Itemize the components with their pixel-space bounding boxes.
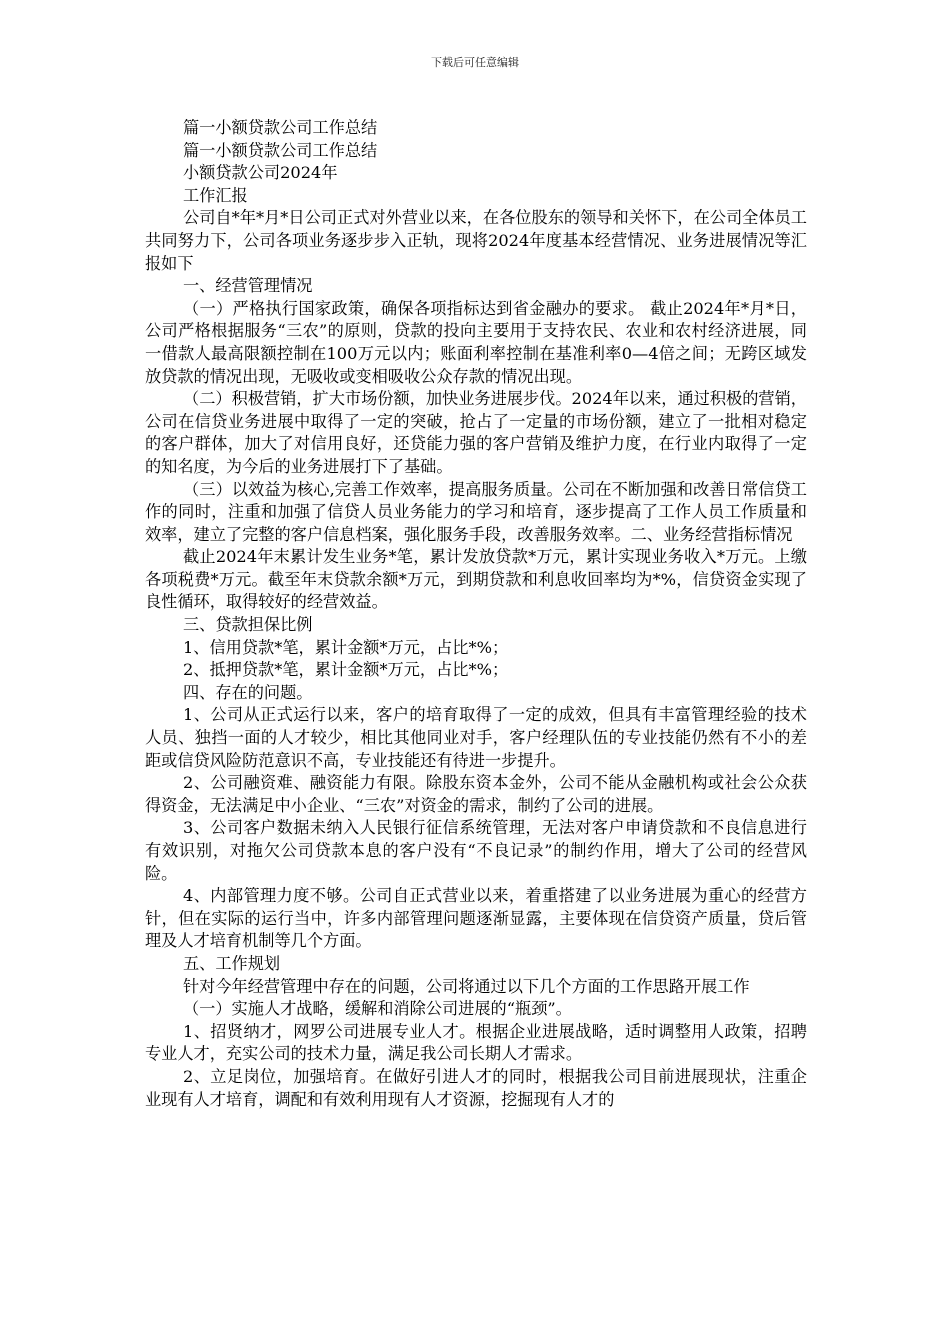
body-paragraph: 1、招贤纳才，网罗公司进展专业人才。根据企业进展战略，适时调整用人政策，招聘专业人才，充实公司的技术力量，满足我公司长期人才需求。 [145, 1021, 807, 1064]
body-paragraph: （三）以效益为核心,完善工作效率，提高服务质量。公司在不断加强和改善日常信贷工作的同时，注重和加强了信贷人员业务能力的学习和培育，逐步提高了工作人员工作质量和效率，建立了完整的客户信息档案，强化服务手段，改善服务效率。二、业务经营指标情况 [145, 479, 807, 544]
list-item: 2、抵押贷款*笔，累计金额*万元，占比*%； [183, 660, 509, 680]
section-heading: 五、工作规划 [183, 953, 281, 973]
list-item: 1、信用贷款*笔，累计金额*万元，占比*%； [183, 637, 509, 657]
section-heading: 一、经营管理情况 [183, 276, 313, 296]
doc-title-line: 篇一小额贷款公司工作总结 [183, 118, 378, 137]
section-heading: 三、贷款担保比例 [183, 615, 313, 635]
body-paragraph: 2、立足岗位，加强培育。在做好引进人才的同时，根据我公司目前进展现状，注重企业现有人才培育，调配和有效利用现有人才资源，挖掘现有人才的 [145, 1066, 807, 1109]
doc-title-line: 工作汇报 [183, 185, 248, 205]
doc-title-line: 小额贷款公司2024年 [183, 163, 338, 183]
intro-paragraph: 公司自*年*月*日公司正式对外营业以来，在各位股东的领导和关怀下，在公司全体员工共同努力下，公司各项业务逐步步入正轨，现将2024年度基本经营情况、业务进展情况等汇报如下 [145, 208, 807, 273]
body-paragraph: 4、内部管理力度不够。公司自正式营业以来，着重搭建了以业务进展为重心的经营方针，但在实际的运行当中，许多内部管理问题逐渐显露，主要体现在信贷资产质量，贷后管理及人才培育机制等几个方面。 [145, 886, 807, 951]
body-paragraph: （一）严格执行国家政策，确保各项指标达到省金融办的要求。 截止2024年*月*日，公司严格根据服务“三农”的原则，贷款的投向主要用于支持农民、农业和农村经济进展，同一借款人最高限额控制在100万元以内；账面利率控制在基准利率0—4倍之间；无跨区域发放贷款的情况出现，无吸收或变相吸收公众存款的情况出现。 [145, 298, 807, 386]
body-paragraph: 2、公司融资难、融资能力有限。除股东资本金外，公司不能从金融机构或社会公众获得资金，无法满足中小企业、“三农”对资金的需求，制约了公司的进展。 [145, 773, 807, 815]
body-paragraph: （二）积极营销，扩大市场份额，加快业务进展步伐。2024年以来，通过积极的营销，公司在信贷业务进展中取得了一定的突破，抢占了一定量的市场份额，建立了一批相对稳定的客户群体，加大了对信用良好，还贷能力强的客户营销及维护力度，在行业内取得了一定的知名度，为今后的业务进展打下了基础。 [145, 389, 807, 476]
body-paragraph: 针对今年经营管理中存在的问题，公司将通过以下几个方面的工作思路开展工作 [183, 976, 750, 996]
page-header-note: 下载后可任意编辑 [431, 56, 519, 69]
body-paragraph: 1、公司从正式运行以来，客户的培育取得了一定的成效，但具有丰富管理经验的技术人员、独挡一面的人才较少，相比其他同业对手，客户经理队伍的专业技能仍然有不小的差距或信贷风险防范意识不高，专业技能还有待进一步提升。 [145, 705, 807, 770]
document-body [145, 117, 807, 1111]
doc-title-line: 篇一小额贷款公司工作总结 [183, 140, 378, 160]
body-paragraph: 截止2024年末累计发生业务*笔，累计发放贷款*万元，累计实现业务收入*万元。上缴各项税费*万元。截至年末贷款余额*万元，到期贷款和利息收回率均为*%，信贷资金实现了良性循环，取得较好的经营效益。 [145, 547, 807, 612]
body-paragraph: 3、公司客户数据未纳入人民银行征信系统管理，无法对客户申请贷款和不良信息进行有效识别，对拖欠公司贷款本息的客户没有“不良记录”的制约作用，增大了公司的经营风险。 [145, 818, 807, 883]
subsection-heading: （一）实施人才战略，缓解和消除公司进展的“瓶颈”。 [183, 999, 572, 1019]
section-heading: 四、存在的问题。 [183, 682, 313, 702]
